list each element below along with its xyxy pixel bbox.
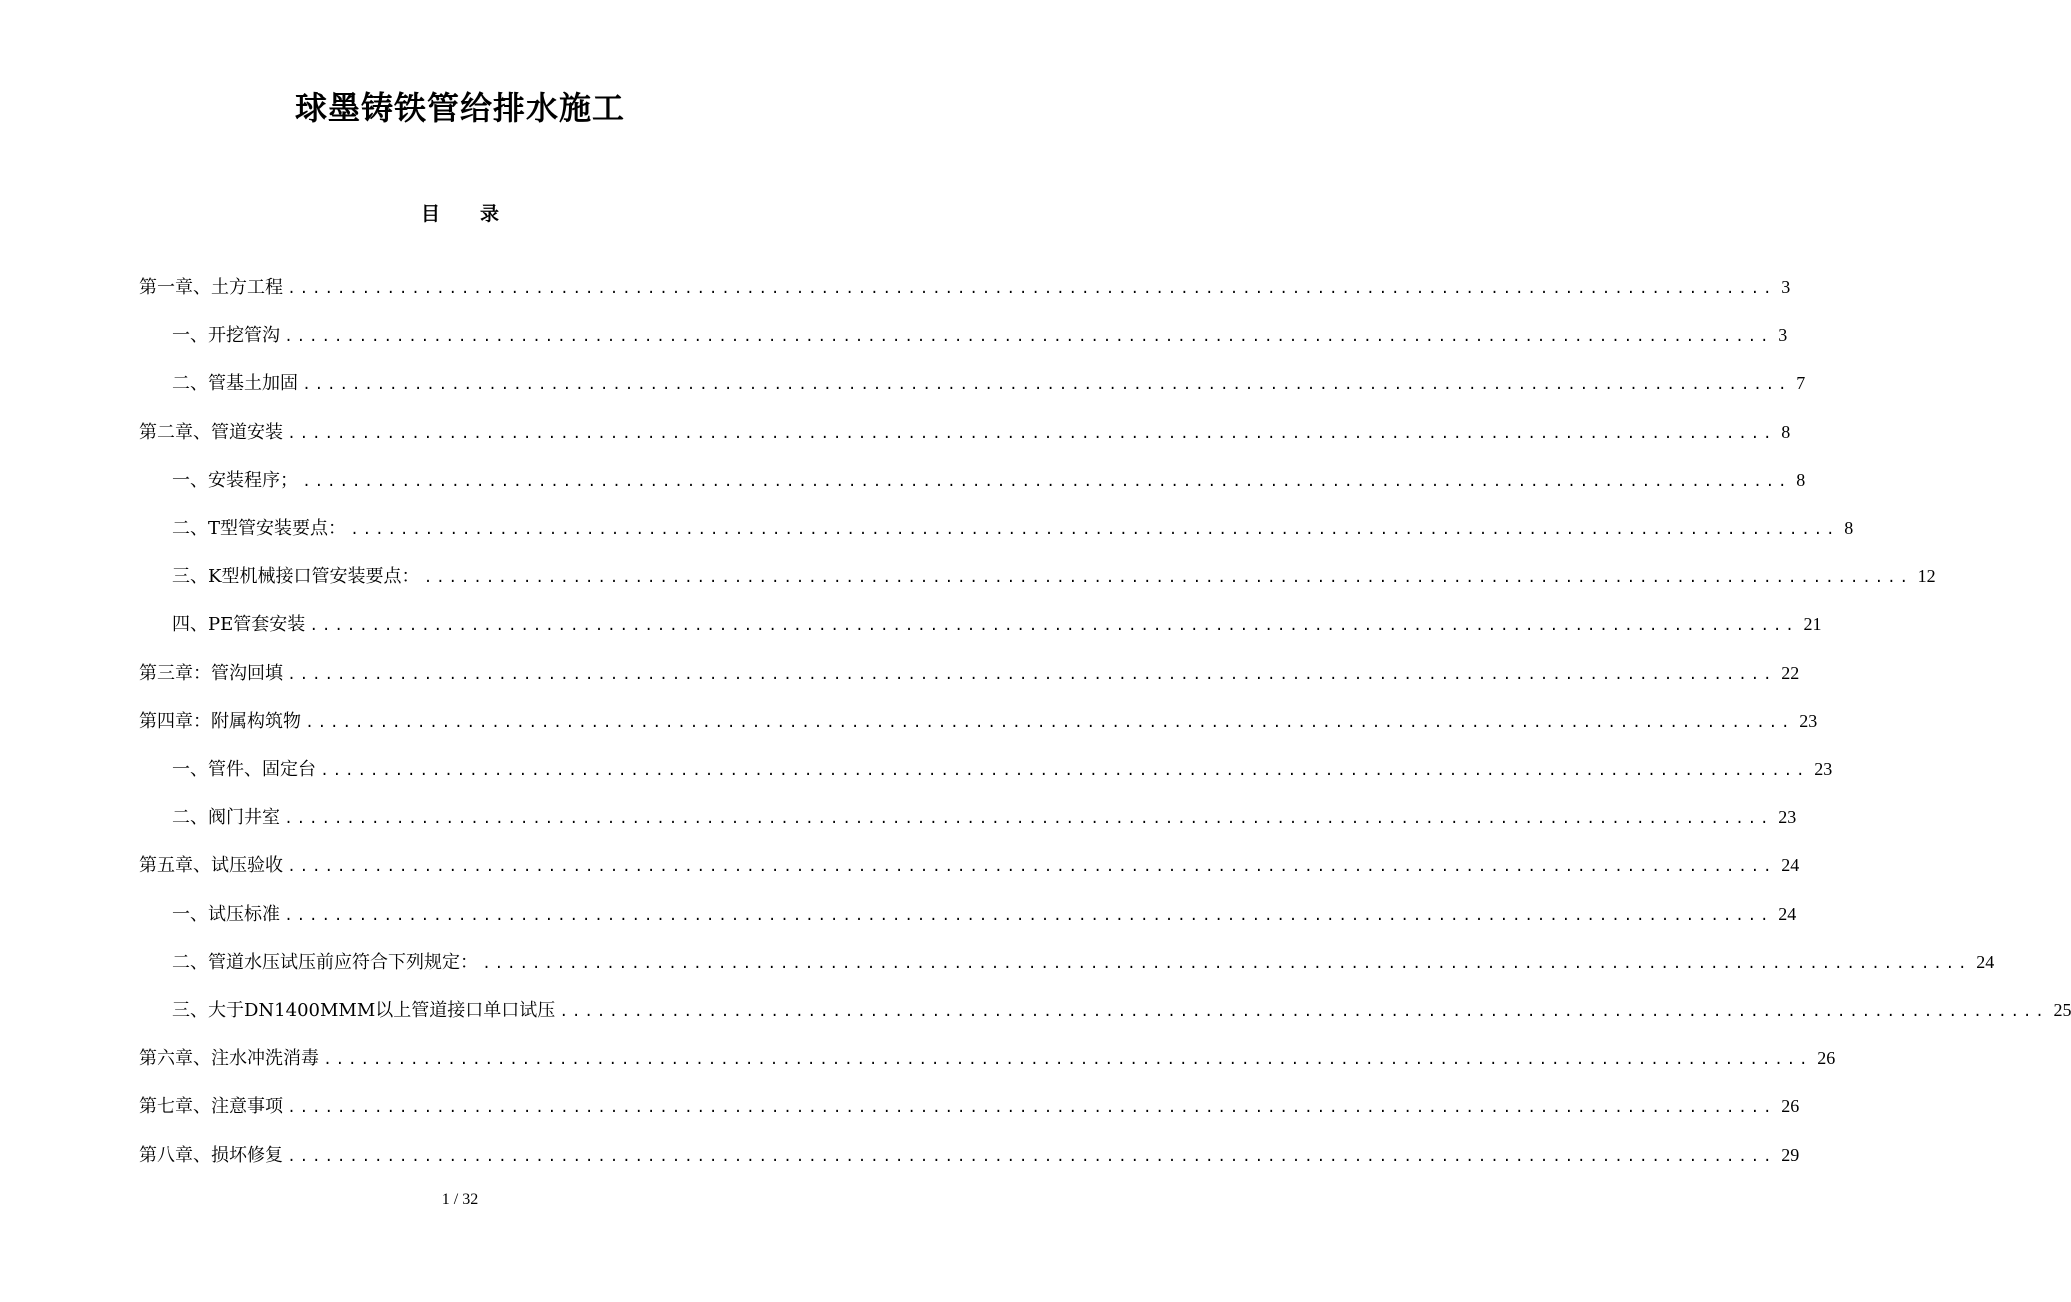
toc-dot-leader: ........................................................................................................................ [287,666,1776,684]
toc-entry-label: 第一章、土方工程 [139,277,283,298]
toc-entry[interactable] [172,359,1806,407]
toc-dot-leader: ........................................................................................................................ [559,1004,2048,1021]
toc-dot-leader: ........................................................................................................................ [302,377,1791,395]
toc-entry-label: 四、PE管套安装 [172,614,306,636]
toc-entry-page-number: 26 [1781,1096,1800,1117]
toc-dot-leader: ........................................................................................................................ [284,907,1773,925]
toc-entry-label: 第七章、注意事项 [139,1096,283,1118]
toc-dot-leader: ........................................................................................................................ [309,618,1798,636]
toc-entry-page-number: 21 [1803,614,1822,635]
toc-dot-leader: ........................................................................................................................ [323,1052,1812,1070]
toc-entry-page-number: 23 [1799,710,1818,731]
toc-dot-leader: ........................................................................................................................ [284,329,1773,347]
toc-entry-label: 第六章、注水冲洗消毒 [139,1048,319,1070]
toc-entry-label: 第三章：管沟回填 [139,662,283,684]
toc-entry-label: 一、安装程序； [172,469,298,491]
toc-dot-leader: ........................................................................................................................ [482,955,1971,973]
toc-entry[interactable] [172,986,2071,1034]
toc-entry-page-number: 24 [1778,903,1797,924]
toc-dot-leader: ........................................................................................................................ [302,473,1791,491]
toc-entry-page-number: 23 [1778,807,1797,828]
toc-dot-leader: ........................................................................................................................ [287,1148,1776,1166]
toc-entry-page-number: 25 [2053,1000,2071,1020]
toc-dot-leader: ........................................................................................................................ [350,522,1839,539]
toc-entry-page-number: 26 [1817,1048,1836,1069]
toc-heading-left: 目 [420,203,440,225]
toc-entry[interactable] [139,649,1800,697]
toc-dot-leader: ........................................................................................................................ [287,425,1776,443]
toc-entry[interactable] [139,1034,1836,1082]
toc-entry-page-number: 8 [1796,469,1806,490]
toc-dot-leader: ........................................................................................................................ [287,1100,1776,1118]
toc-entry-label: 三、K型机械接口管安装要点： [172,566,420,588]
toc-entry[interactable] [172,504,1854,552]
toc-heading [0,199,920,229]
toc-entry[interactable] [172,600,1822,648]
toc-entry-label: 一、试压标准 [172,903,280,925]
document-title: 球墨铸铁管给排水施工 [294,89,625,127]
toc-entry-page-number: 24 [1781,855,1800,876]
toc-dot-leader: ........................................................................................................................ [284,811,1773,829]
toc-entry[interactable] [139,1131,1800,1179]
toc-entry-label: 二、管道水压试压前应符合下列规定： [172,951,478,973]
toc-entry-page-number: 7 [1796,373,1806,394]
toc-entry-label: 二、T型管安装要点： [172,518,347,539]
toc-dot-leader: ........................................................................................................................ [320,763,1809,780]
toc-entry-label: 第八章、损坏修复 [139,1144,283,1166]
toc-entry-label: 二、管基土加固 [172,373,298,395]
toc-entry-label: 三、大于DN1400MMM以上管道接口单口试压 [172,1000,556,1021]
toc-dot-leader: ........................................................................................................................ [287,281,1776,298]
toc-dot-leader: ........................................................................................................................ [423,570,1912,588]
toc-entry-page-number: 23 [1814,759,1833,779]
toc-heading-right: 录 [480,203,500,225]
toc-entry[interactable] [139,408,1791,456]
toc-entry-label: 第五章、试压验收 [139,855,283,877]
toc-entry-page-number: 12 [1917,566,1936,587]
toc-entry-page-number: 22 [1781,662,1800,683]
toc-dot-leader: ........................................................................................................................ [305,714,1794,732]
toc-entry[interactable] [139,841,1800,889]
toc-entry-page-number: 3 [1778,325,1788,346]
toc-dot-leader: ........................................................................................................................ [287,859,1776,877]
toc-entry[interactable] [172,793,1797,841]
toc-entry-page-number: 8 [1844,518,1854,538]
toc-entry-label: 第二章、管道安装 [139,421,283,443]
toc-entry-page-number: 24 [1976,951,1995,972]
toc-entry[interactable] [139,263,1791,311]
toc-entry-page-number: 29 [1781,1144,1800,1165]
toc-entry[interactable] [172,890,1797,938]
toc-entry-page-number: 8 [1781,421,1791,442]
toc-entry[interactable] [139,1082,1800,1130]
toc-entry-label: 第四章：附属构筑物 [139,710,301,732]
toc-entry[interactable] [139,697,1818,745]
toc-entry-label: 一、开挖管沟 [172,325,280,347]
toc-entry-label: 一、管件、固定台 [172,759,316,780]
toc-entry-label: 二、阀门井室 [172,807,280,829]
toc-entry[interactable] [172,552,1936,600]
toc-entry[interactable] [172,938,1995,986]
toc-entry[interactable] [172,456,1806,504]
toc-entry-page-number: 3 [1781,277,1791,297]
toc-entry[interactable] [172,311,1788,359]
page-indicator: 1 / 32 [441,1191,479,1208]
toc-entry[interactable] [172,745,1833,793]
